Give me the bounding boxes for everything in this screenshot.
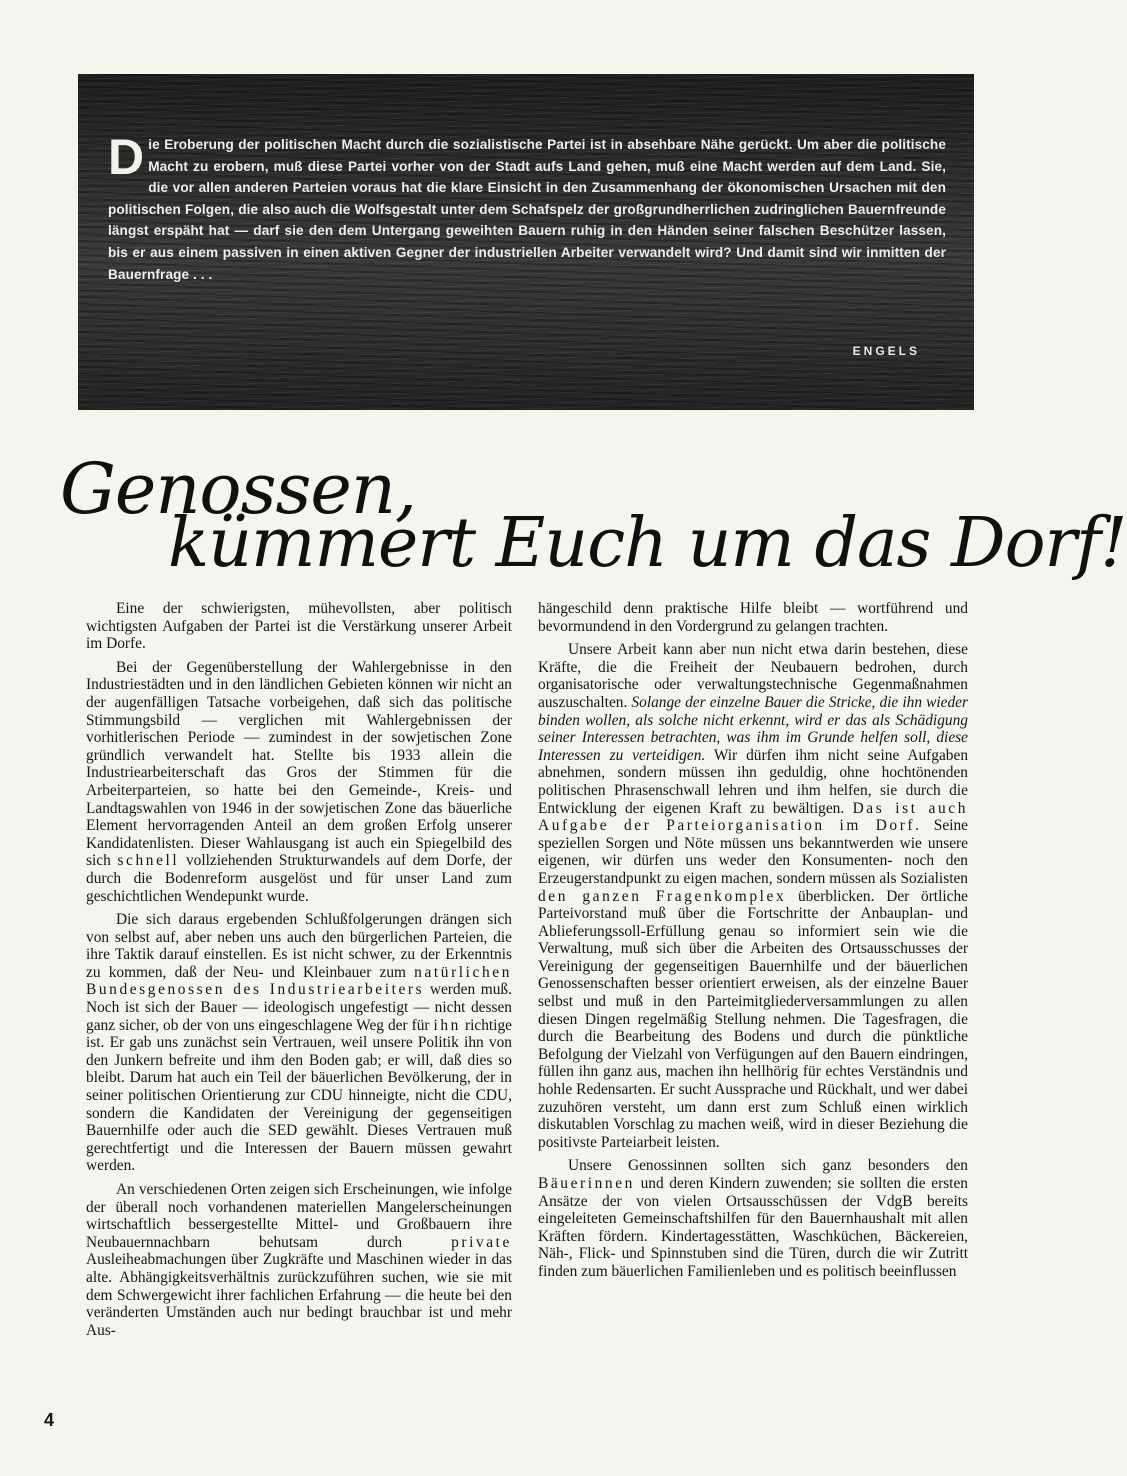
article-column-left xyxy=(86,600,512,1345)
paragraph: Die sich daraus ergebenden Schlußfolgerungen drängen sich von selbst auf, aber neben uns auch den bürgerlichen Parteien, die ihre Taktik darauf einstellen. Es ist nicht schwer, zu der Erkenntnis zu kommen, daß der Neu- und Kleinbauer zum natürlichen Bundesgenossen des Industriearbeiters werden muß. Noch ist sich der Bauer — ideologisch ungefestigt — nicht dessen ganz sicher, ob der von uns eingeschlagene Weg der für ihn richtige ist. Er gab uns zunächst sein Vertrauen, weil unsere Politik ihn von den Junkern befreite und ihm den Boden gab; er will, daß dies so bleibt. Darum hat auch ein Teil der bäuerlichen Bevölkerung, der in seiner politischen Orientierung zur CDU hinneigte, nicht die CDU, sondern die Kandidaten der Vereinigung der gegenseitigen Bauernhilfe oder auch die SED gewählt. Dieses Vertrauen muß gerechtfertigt und die Interessen der Bauern müssen gewahrt werden. xyxy=(86,911,512,1175)
spaced-emphasis: private xyxy=(451,1233,512,1251)
italic-emphasis: Solange der einzelne Bauer die Stricke, die ihn wieder binden wollen, als solche nicht erkennt, wird er das als Schädigung seiner Interessen betrachten, was ihm im Grunde helfen soll, diese Interessen zu verteidigen. xyxy=(538,693,968,764)
quote-body: ie Eroberung der politischen Macht durch die sozialistische Partei ist in absehbare Nähe gerückt. Um aber die politische Macht zu erobern, muß diese Partei vorher von der Stadt aufs Land gehen, muß eine Macht werden auf dem Land. Sie, die vor allen anderen Parteien voraus hat die klare Einsicht in den Zusammenhang der ökonomischen Ursachen mit den politischen Folgen, die also auch die Wolfsgestalt unter dem Schafspelz der großgrundherrlichen zudringlichen Bauernfreunde längst erspäht hat — darf sie den dem Untergang geweihten Bauern ruhig in den Händen seiner falschen Beschützer lassen, bis er aus einem passiven in einen aktiven Gegner der industriellen Arbeiter verwandelt wird? Und damit sind wir inmitten der Bauernfrage . . . xyxy=(108,137,946,282)
engels-quote-box xyxy=(78,74,974,410)
paragraph: Unsere Genossinnen sollten sich ganz besonders den Bäuerinnen und deren Kindern zuwenden; sie sollten die ersten Ansätze der von vielen Ortsausschüssen der VdgB bereits eingeleiteten Gemeinschaftshilfen für den Bauernhaushalt mit allen Kräften fördern. Kindertagesstätten, Waschküchen, Bäckereien, Näh-, Flick- und Spinnstuben sind die Türen, durch die wir Zutritt finden zum bäuerlichen Familienleben und es politisch beeinflussen xyxy=(538,1157,968,1280)
article-column-right xyxy=(538,600,968,1287)
paragraph: Bei der Gegenüberstellung der Wahlergebnisse in den Industriestädten und in den ländlichen Gebieten können wir nicht an der augenfälligen Tatsache vorbeigehen, daß sich das politische Stimmungsbild — verglichen mit Wahlergebnissen der vorhitlerischen Periode — zumindest in der sowjetischen Zone gründlich verwandelt hat. Stellte bis 1933 allein die Industriearbeiterschaft das Gros der Stimmen für die Arbeiterparteien, so hatte bei den Gemeinde-, Kreis- und Landtagswahlen von 1946 in der sowjetischen Zone das bäuerliche Element hervorragenden Anteil an dem großen Erfolg unserer Kandidatenlisten. Dieser Wahlausgang ist auch ein Spiegelbild des sich schnell vollziehenden Strukturwandels auf dem Dorfe, der durch die Bodenreform ausgelöst und für unser Land zum geschichtlichen Wendepunkt wurde. xyxy=(86,658,512,905)
paragraph: An verschiedenen Orten zeigen sich Erscheinungen, wie infolge der überall noch vorhandenen materiellen Mangelerscheinungen wirtschaftlich bessergestellte Mittel- und Großbauern ihre Neubauernnachbarn behutsam durch private Ausleiheabmachungen über Zugkräfte und Maschinen wieder in das alte. Abhängigkeitsverhältnis zurückzuführen suchen, wie sie mit dem Schwergewicht ihrer fachlichen Erfahrung — die heute bei den veränderten Umständen auch nur bedingt brauchbar ist und mehr Aus- xyxy=(86,1181,512,1339)
quote-author: ENGELS xyxy=(852,344,920,358)
spaced-emphasis: Bäuerinnen xyxy=(538,1175,635,1192)
quote-drop-cap: D xyxy=(108,129,145,185)
page-number: 4 xyxy=(44,1410,55,1430)
spaced-emphasis: natürlichen Bundesgenossen des Industriearbeiters xyxy=(86,963,512,999)
spaced-emphasis: Das ist auch Aufgabe der Parteiorganisation im Dorf. xyxy=(538,799,968,835)
paragraph: Eine der schwierigsten, mühevollsten, aber politisch wichtigsten Aufgaben der Partei ist die Verstärkung unserer Arbeit im Dorfe. xyxy=(86,600,512,653)
spaced-emphasis: den ganzen Fragenkomplex xyxy=(538,887,787,905)
engels-quote-text xyxy=(108,129,946,285)
spaced-emphasis: ihn xyxy=(433,1016,461,1034)
paragraph: hängeschild denn praktische Hilfe bleibt — wortführend und bevormundend in den Vordergrund zu gelangen trachten. xyxy=(538,600,968,635)
paragraph: Unsere Arbeit kann aber nun nicht etwa darin bestehen, diese Kräfte, die die Freiheit der Neubauern bedrohen, durch organisatorische oder verwaltungstechnische Gegenmaßnahmen auszuschalten. Solange der einzelne Bauer die Stricke, die ihn wieder binden wollen, als solche nicht erkennt, wird er das als Schädigung seiner Interessen betrachten, was ihm im Grunde helfen soll, diese Interessen zu verteidigen. Wir dürfen ihm nicht seine Aufgaben abnehmen, sondern müssen ihn geduldig, ohne hochtönenden politischen Phrasenschwall lehren und ihm helfen, sie durch die Entwicklung der eigenen Kraft zu bewältigen. Das ist auch Aufgabe der Parteiorganisation im Dorf. Seine speziellen Sorgen und Nöte müssen uns bekanntwerden wie unsere eigenen, wir dürfen uns weder den Konsumenten- noch den Erzeugerstandpunkt zu eigen machen, sondern müssen als Sozialisten den ganzen Fragenkomplex überblicken. Der örtliche Parteivorstand muß über die Fortschritte der Anbauplan- und Ablieferungssoll-Erfüllung genau so informiert sein wie die Verwaltung, muß sich über die Arbeiten des Ortsausschusses der Vereinigung der gegenseitigen Bauernhilfe und der bäuerlichen Genossenschaften besser orientiert erweisen, als der einzelne Bauer selbst und muß in den Parteimitgliederversammlungen zu allen diesen Dingen regelmäßig Stellung nehmen. Die Tagesfragen, die durch die Bearbeitung des Bodens und durch die pünktliche Befolgung der Vielzahl von Verfügungen auf den Bauern eindringen, füllen ihn ganz aus, machen ihn hellhörig für echtes Verständnis und hohle Redensarten. Er sucht Aussprache und Rückhalt, und wer dabei zuzuhören versteht, um dann erst zum Schluß einen wirklich diskutablen Vorschlag zu machen weiß, wird in dieser Beziehung die positivste Parteiarbeit leisten. xyxy=(538,641,969,1151)
headline-line-1: Genossen, xyxy=(60,448,417,530)
spaced-emphasis: schnell xyxy=(117,852,180,870)
headline-line-2: kümmert Euch um das Dorf! xyxy=(168,504,1127,583)
